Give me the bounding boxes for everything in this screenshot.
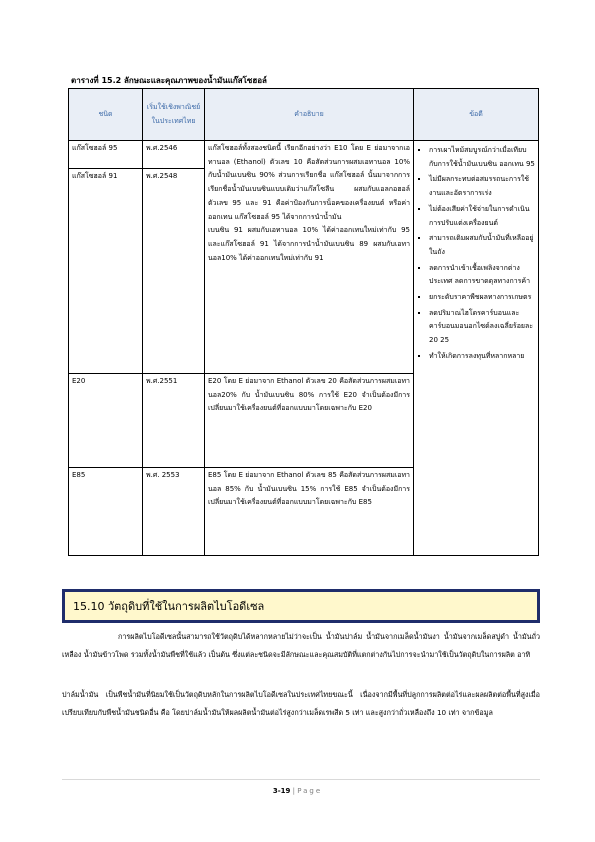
gasohol-description-1: แก๊สโซฮอล์ทั้งสองชนิดนี้ เรียกอีกอย่างว่า E10 โดย E ย่อมาจากเอทานอล (Ethanol) ตัวเลข 10 คือสัดส่วนการผสมเอทานอล 10% กับน้ำมันเบนซิน 90% ส่วนการเรียกชื่อ แก๊สโซฮอล์ นั้นมาจากการเรียกชื่อน้ำมันเบนซินแบบเดิมว่าแก๊สโซลีน ผสมกับแอลกอฮอล์ ตัวเลข 95 และ 91 คือค่าป้องกันการน็อคของเครื่องยนต์ หรือค่าออกเทน แก๊สโซฮอล์ 95 ได้จากการนำน้ำมัน (208, 144, 410, 221)
header-type: ชนิด (69, 89, 143, 141)
section-heading (62, 589, 540, 623)
cell-description: E20 โดย E ย่อมาจาก Ethanol ตัวเลข 20 คือสัดส่วนการผสมเอทานอล20% กับ น้ำมันเบนซิน 80% การใช้ E20 จำเป็นต้องมีการเปลี่ยนมาใช้เครื่องยนต์ที่ออกแบบมาโดยเฉพาะกับ E20 (205, 374, 414, 468)
gasohol-description-2: เบนซิน 91 ผสมกับเอทานอล 10% ได้ค่าออกเทนใหม่เท่ากับ 95 และแก๊สโซฮอล์ 91 ได้จากการนำน้ำมันเบนซิน 89 ผสมกับเอทานอล10% ได้ค่าออกเทนใหม่เท่ากับ 91 (208, 226, 410, 262)
advantage-item: ▪ การเผาไหม้สมบูรณ์กว่าเมื่อเทียบกับการใช้น้ำมันเบนซิน ออกเทน 95 (429, 144, 535, 171)
gasohol-table (68, 88, 539, 556)
cell-type: E85 (69, 468, 143, 556)
cell-type: แก๊สโซฮอล์ 95 (69, 141, 143, 169)
cell-year: พ.ศ.2551 (143, 374, 205, 468)
cell-description: E85 โดย E ย่อมาจาก Ethanol ตัวเลข 85 คือสัดส่วนการผสมเอทานอล 85% กับ น้ำมันเบนซิน 15% การใช้ E85 จำเป็นต้องมีการเปลี่ยนมาใช้เครื่องยนต์ที่ออกแบบมาโดยเฉพาะกับ E85 (205, 468, 414, 556)
footer-separator: | (292, 787, 295, 795)
cell-year: พ.ศ.2546 (143, 141, 205, 169)
header-year: เริ่มใช้เชิงพาณิชย์ในประเทศไทย (143, 89, 205, 141)
advantages-list (417, 144, 535, 364)
header-description: คำอธิบาย (205, 89, 414, 141)
cell-type: แก๊สโซฮอล์ 91 (69, 169, 143, 374)
paragraph: การผลิตไบโอดีเซลนั้นสามารถใช้วัตถุดิบได้หลากหลายไม่ว่าจะเป็น น้ำมันปาล์ม น้ำมันจากเมล็ดน้ำมันงา น้ำมันจากเมล็ดสบู่ดำ น้ำมันถั่วเหลือง น้ำมันข้าวโพด รวมทั้งน้ำมันพืชที่ใช้แล้ว เป็นต้น ซึ่งแต่ละชนิดจะมีลักษณะและคุณสมบัติที่แตกต่างกันไปการจะนำมาใช้เป็นวัตถุดิบในการผลิต อาทิ (62, 632, 540, 659)
cell-description (205, 141, 414, 374)
cell-advantages (414, 141, 539, 556)
footer-divider (62, 779, 540, 780)
advantage-item: ▪ ลดปริมาณไฮโดรคาร์บอนและคาร์บอนมอนอกไซด์ลงเฉลี่ยร้อยละ 20 25 (429, 307, 535, 348)
advantage-item: ▪ ไม่มีผลกระทบต่อสมรรถนะการใช้งานและอัตราการเร่ง (429, 173, 535, 200)
page-number: 3-19 (272, 787, 291, 795)
cell-year: พ.ศ.2548 (143, 169, 205, 374)
section-title: 15.10 วัตถุดิบที่ใช้ในการผลิตไบโอดีเซล (73, 600, 265, 613)
advantage-item: ▪ ไม่ต้องเสียค่าใช้จ่ายในการดำเนินการปรับแต่งเครื่องยนต์ (429, 203, 535, 230)
page-word: Page (297, 787, 323, 795)
cell-year: พ.ศ. 2553 (143, 468, 205, 556)
advantage-item: ▪ ลดการนำเข้าเชื้อเพลิงจากต่างประเทศ ลดการขาดดุลทางการค้า (429, 262, 535, 289)
advantage-item: ▪ ทำให้เกิดการลงทุนที่หลากหลาย (429, 350, 535, 364)
table-row (69, 141, 539, 169)
advantage-item: ▪ ยกระดับราคาพืชผลทางการเกษตร (429, 291, 535, 305)
advantage-item: ▪ สามารถเติมผสมกับน้ำมันที่เหลืออยู่ในถัง (429, 232, 535, 259)
cell-type: E20 (69, 374, 143, 468)
table-caption: ตารางที่ 15.2 ลักษณะและคุณภาพของน้ำมันแก๊สโซฮอล์ (71, 76, 267, 85)
paragraph: ปาล์มน้ำมัน เป็นพืชน้ำมันที่นิยมใช้เป็นวัตถุดิบหลักในการผลิตไบโอดีเซลในประเทศไทยขณะนี้ เนื่องจากมีพื้นที่ปลูกการผลิตต่อไร่และผลผลิตต่อพื้นที่สูงเมื่อเปรียบเทียบกับพืชน้ำมันชนิดอื่น คือ โดยปาล์มน้ำมันให้ผลผลิตน้ำมันต่อไร่สูงกว่าเมล็ดเรพสีด 5 เท่า และสูงกว่าถั่วเหลืองถึง 10 เท่า จากข้อมูล (62, 690, 540, 717)
page-footer (0, 787, 595, 795)
header-advantages: ข้อดี (414, 89, 539, 141)
